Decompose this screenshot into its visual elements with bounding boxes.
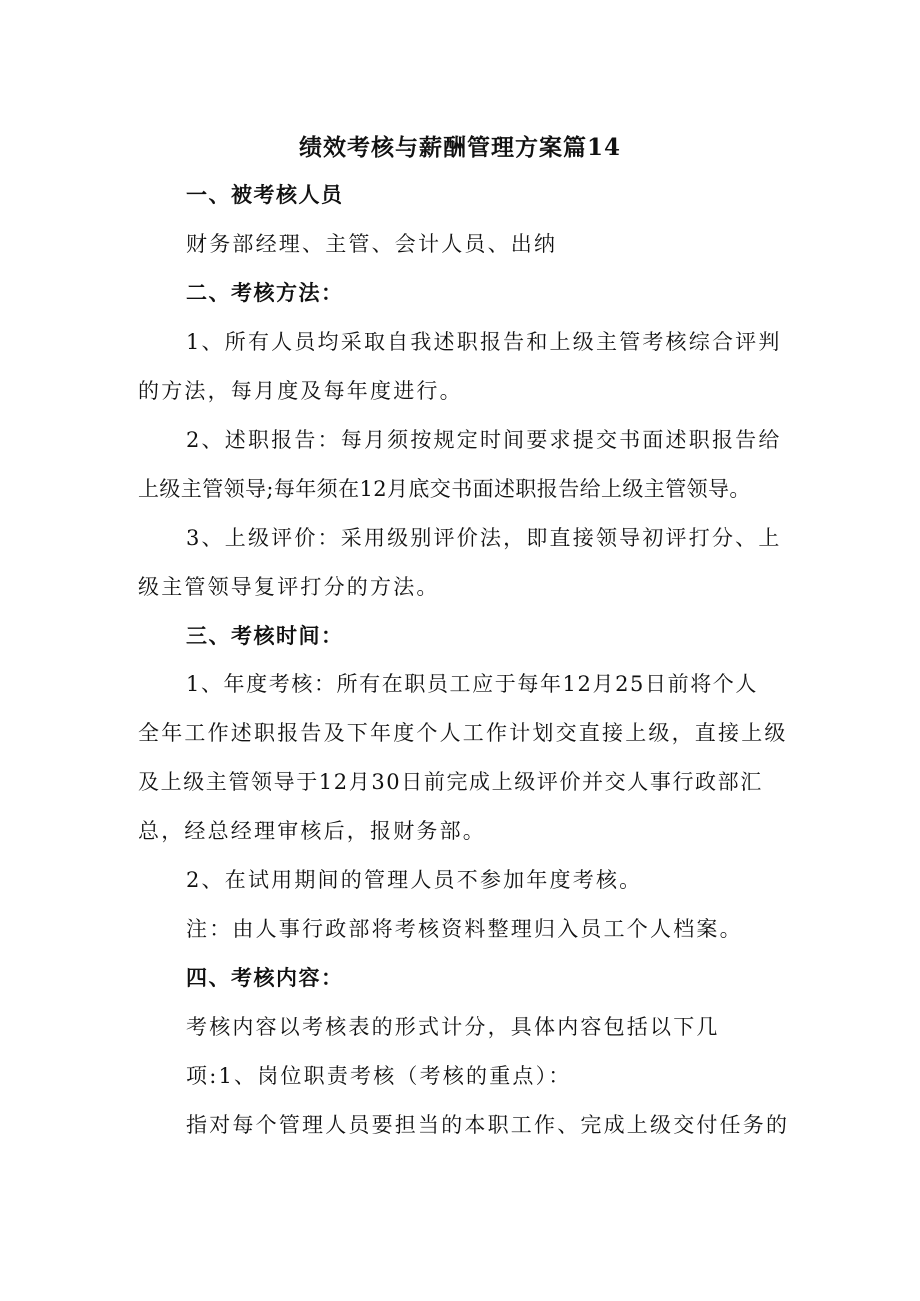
paragraph-line: 考核内容以考核表的形式计分，具体内容包括以下几 <box>186 1015 720 1039</box>
section-heading-2: 二、考核方法： <box>186 280 344 305</box>
paragraph-line: 2、述职报告：每月须按规定时间要求提交书面述职报告给 <box>186 428 782 452</box>
paragraph-line: 级主管领导复评打分的方法。 <box>138 575 440 599</box>
paragraph-line: 财务部经理、主管、会计人员、出纳 <box>186 232 558 256</box>
paragraph-line: 总，经总经理审核后，报财务部。 <box>138 819 486 843</box>
section-heading-4: 四、考核内容： <box>186 965 344 990</box>
document-title: 绩效考核与薪酬管理方案篇14 <box>298 134 621 161</box>
paragraph-line: 1、年度考核：所有在职员工应于每年12月25日前将个人 <box>186 672 759 696</box>
paragraph-line: 注：由人事行政部将考核资料整理归入员工个人档案。 <box>186 917 743 941</box>
paragraph-line: 项:1、岗位职责考核（考核的重点）： <box>186 1064 572 1088</box>
paragraph-line: 上级主管领导;每年须在12月底交书面述职报告给上级主管领导。 <box>138 477 751 501</box>
paragraph-line: 3、上级评价：采用级别评价法，即直接领导初评打分、上 <box>186 526 782 550</box>
paragraph-line: 全年工作述职报告及下年度个人工作计划交直接上级，直接上级 <box>138 721 788 745</box>
paragraph-line: 指对每个管理人员要担当的本职工作、完成上级交付任务的 <box>186 1113 790 1137</box>
paragraph-line: 及上级主管领导于12月30日前完成上级评价并交人事行政部汇 <box>138 770 763 794</box>
section-heading-3: 三、考核时间： <box>186 623 344 648</box>
paragraph-line: 1、所有人员均采取自我述职报告和上级主管考核综合评判 <box>186 330 782 354</box>
paragraph-line: 的方法，每月度及每年度进行。 <box>138 379 463 403</box>
section-heading-1: 一、被考核人员 <box>186 182 344 207</box>
paragraph-line: 2、在试用期间的管理人员不参加年度考核。 <box>186 868 643 892</box>
